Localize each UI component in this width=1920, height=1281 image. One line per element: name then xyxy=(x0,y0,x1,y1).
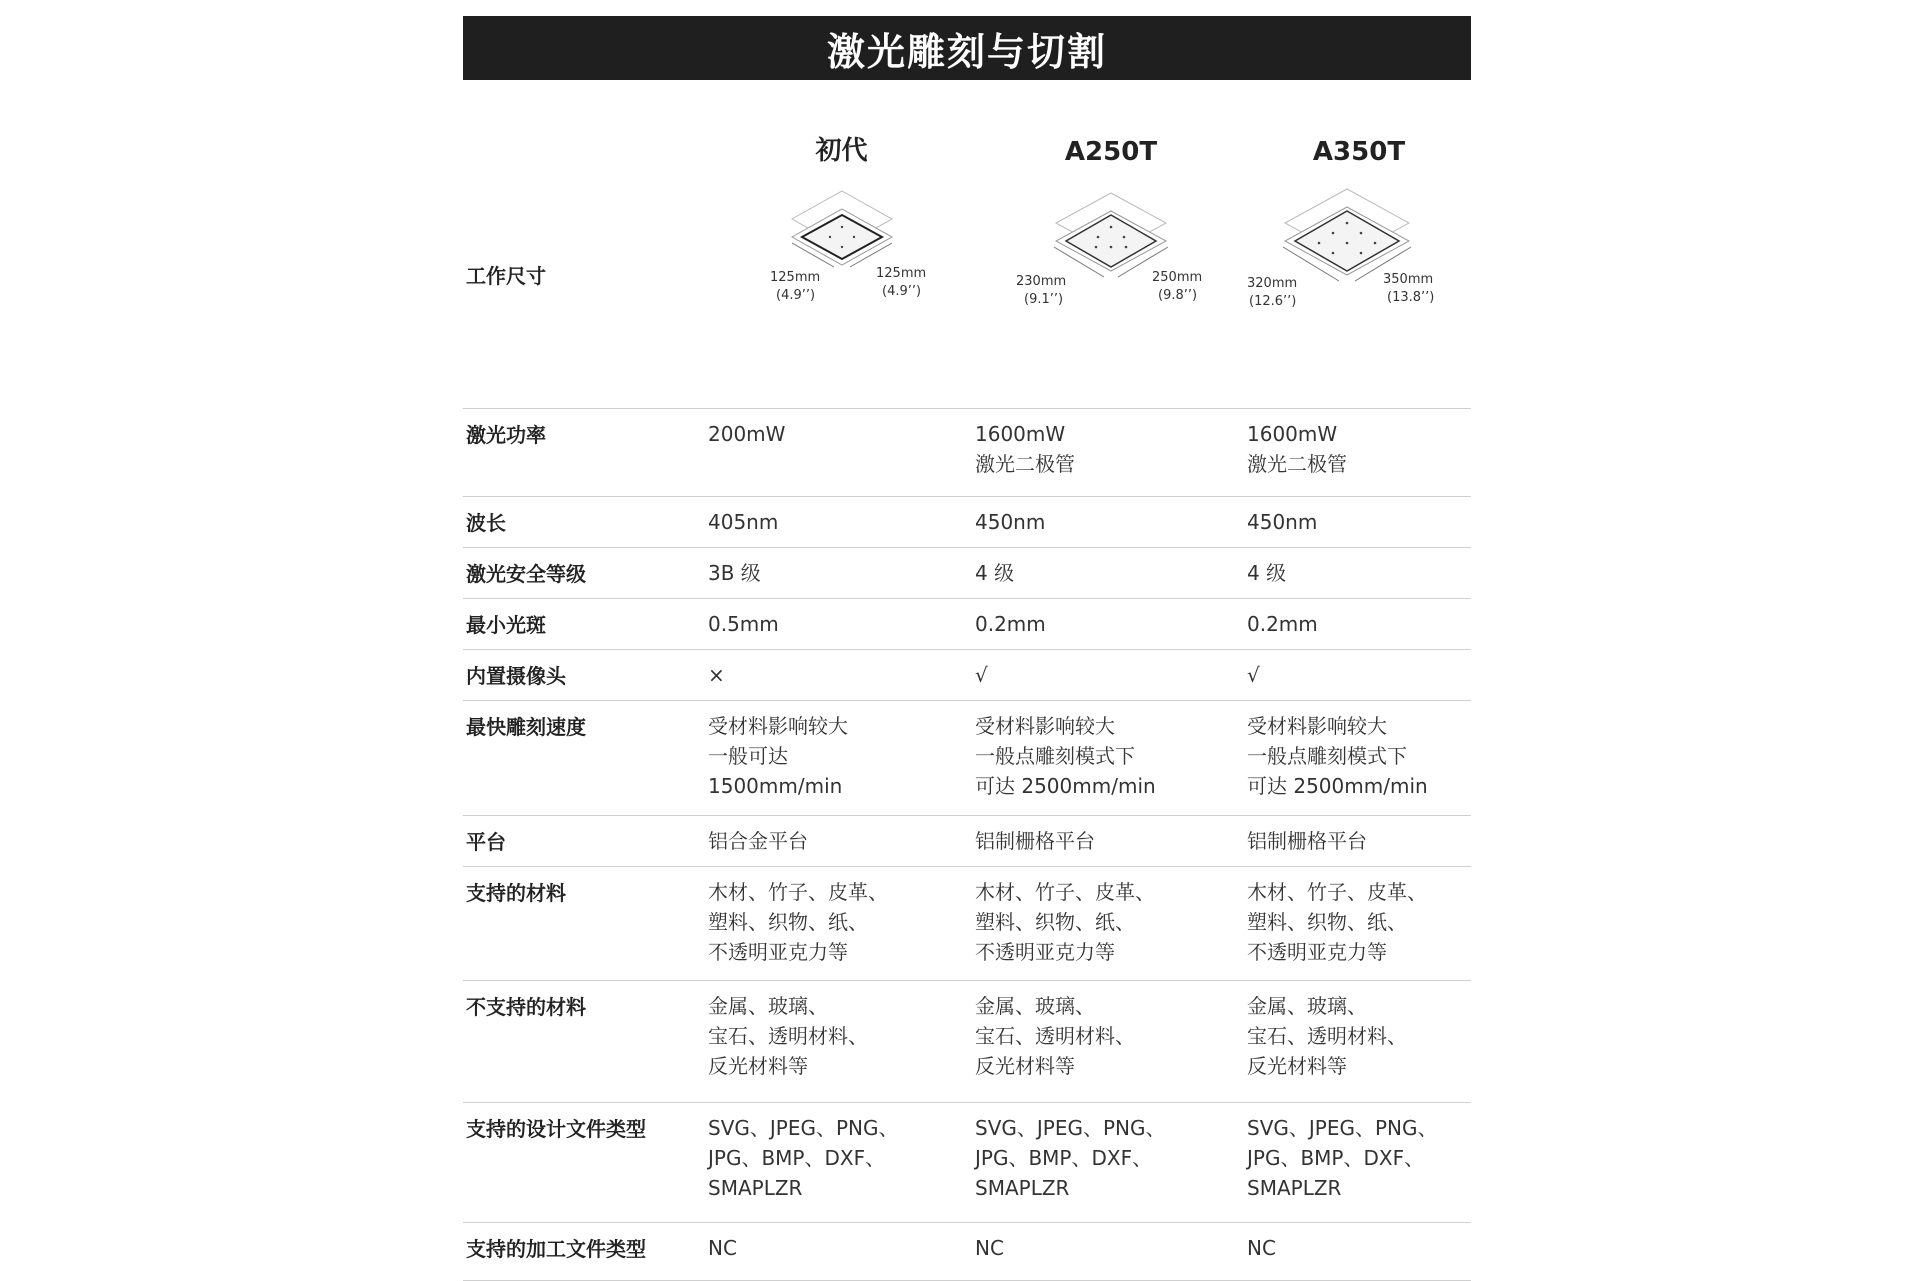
spec-value: SVG、JPEG、PNG、 JPG、BMP、DXF、 SMAPLZR xyxy=(708,1116,899,1200)
spec-value: 金属、玻璃、 宝石、透明材料、 反光材料等 xyxy=(1247,994,1407,1078)
work-size-diagram-original xyxy=(708,181,975,408)
spec-value: 1600mW 激光二极管 xyxy=(1247,422,1347,476)
platform-diagram-icon xyxy=(1247,181,1471,321)
spec-value: SVG、JPEG、PNG、 JPG、BMP、DXF、 SMAPLZR xyxy=(975,1116,1166,1200)
spec-value: 金属、玻璃、 宝石、透明材料、 反光材料等 xyxy=(708,994,868,1078)
row-label: 支持的材料 xyxy=(466,881,566,905)
spec-row-min-spot xyxy=(463,599,1471,650)
svg-text:(13.8’’): (13.8’’) xyxy=(1387,290,1435,305)
spec-table xyxy=(463,16,1471,1281)
spec-value: 木材、竹子、皮革、 塑料、织物、纸、 不透明亚克力等 xyxy=(975,880,1155,964)
row-label: 工作尺寸 xyxy=(466,264,546,288)
spec-row-max-speed xyxy=(463,701,1471,816)
svg-text:125mm: 125mm xyxy=(769,270,820,285)
spec-row-safety-class xyxy=(463,548,1471,599)
spec-value: 受材料影响较大 一般点雕刻模式下 可达 2500mm/min xyxy=(975,714,1156,798)
spec-value: 金属、玻璃、 宝石、透明材料、 反光材料等 xyxy=(975,994,1135,1078)
svg-text:(12.6’’): (12.6’’) xyxy=(1249,294,1297,309)
row-label: 激光功率 xyxy=(466,423,546,447)
spec-row-wavelength xyxy=(463,497,1471,548)
svg-text:250mm: 250mm xyxy=(1152,270,1203,285)
spec-value: 450nm xyxy=(975,510,1046,534)
spec-value: √ xyxy=(1247,663,1260,687)
spec-value: 铝制栅格平台 xyxy=(975,829,1095,853)
page-title: 激光雕刻与切割 xyxy=(463,16,1471,80)
work-size-diagram-a250t xyxy=(975,181,1247,408)
spec-value: 405nm xyxy=(708,510,779,534)
row-label: 不支持的材料 xyxy=(466,995,586,1019)
row-label: 平台 xyxy=(466,830,506,854)
spec-value: 铝合金平台 xyxy=(708,829,808,853)
svg-text:320mm: 320mm xyxy=(1247,276,1298,291)
svg-text:230mm: 230mm xyxy=(1016,274,1067,289)
row-label: 激光安全等级 xyxy=(466,562,586,586)
svg-text:350mm: 350mm xyxy=(1383,272,1434,287)
spec-value: NC xyxy=(708,1236,737,1260)
spec-value: 0.2mm xyxy=(975,612,1046,636)
spec-value: 3B 级 xyxy=(708,561,761,585)
spec-value: 200mW xyxy=(708,422,786,446)
spec-value: 1600mW 激光二极管 xyxy=(975,422,1075,476)
spec-row-unsupported-materials xyxy=(463,981,1471,1103)
row-label: 支持的加工文件类型 xyxy=(466,1237,646,1261)
platform-diagram-icon xyxy=(1006,181,1216,321)
spec-row-process-file-types xyxy=(463,1223,1471,1281)
spec-value: 铝制栅格平台 xyxy=(1247,829,1367,853)
spec-value: NC xyxy=(1247,1236,1276,1260)
spec-row-design-file-types xyxy=(463,1103,1471,1223)
header-spacer xyxy=(463,80,708,181)
row-label: 波长 xyxy=(466,511,506,535)
spec-value: 450nm xyxy=(1247,510,1318,534)
spec-row-laser-power xyxy=(463,409,1471,497)
spec-row-supported-materials xyxy=(463,867,1471,981)
spec-value: 受材料影响较大 一般可达 1500mm/min xyxy=(708,714,848,798)
spec-row-platform xyxy=(463,816,1471,867)
spec-value: 木材、竹子、皮革、 塑料、织物、纸、 不透明亚克力等 xyxy=(1247,880,1427,964)
svg-text:(4.9’’): (4.9’’) xyxy=(881,284,921,299)
model-name-a250t: A250T xyxy=(1064,137,1158,167)
spec-value: 受材料影响较大 一般点雕刻模式下 可达 2500mm/min xyxy=(1247,714,1428,798)
spec-row-camera xyxy=(463,650,1471,701)
spec-value: SVG、JPEG、PNG、 JPG、BMP、DXF、 SMAPLZR xyxy=(1247,1116,1438,1200)
svg-text:125mm: 125mm xyxy=(875,266,926,281)
work-size-diagram-a350t xyxy=(1247,181,1471,408)
work-size-row xyxy=(463,181,1471,409)
model-name-original: 初代 xyxy=(815,136,868,166)
model-header-row xyxy=(463,80,1471,181)
model-name-a350t: A350T xyxy=(1312,137,1406,167)
spec-value: × xyxy=(708,663,725,687)
svg-text:(9.8’’): (9.8’’) xyxy=(1158,288,1198,303)
row-label: 最小光斑 xyxy=(466,613,546,637)
row-label: 内置摄像头 xyxy=(466,664,566,688)
row-label: 最快雕刻速度 xyxy=(466,715,586,739)
spec-value: 0.5mm xyxy=(708,612,779,636)
svg-text:(4.9’’): (4.9’’) xyxy=(775,288,815,303)
spec-value: √ xyxy=(975,663,988,687)
svg-text:(9.1’’): (9.1’’) xyxy=(1024,292,1064,307)
spec-value: NC xyxy=(975,1236,1004,1260)
row-label: 支持的设计文件类型 xyxy=(466,1117,646,1141)
spec-value: 木材、竹子、皮革、 塑料、织物、纸、 不透明亚克力等 xyxy=(708,880,888,964)
platform-diagram-icon xyxy=(742,181,942,321)
spec-value: 0.2mm xyxy=(1247,612,1318,636)
spec-value: 4 级 xyxy=(1247,561,1287,585)
spec-value: 4 级 xyxy=(975,561,1015,585)
